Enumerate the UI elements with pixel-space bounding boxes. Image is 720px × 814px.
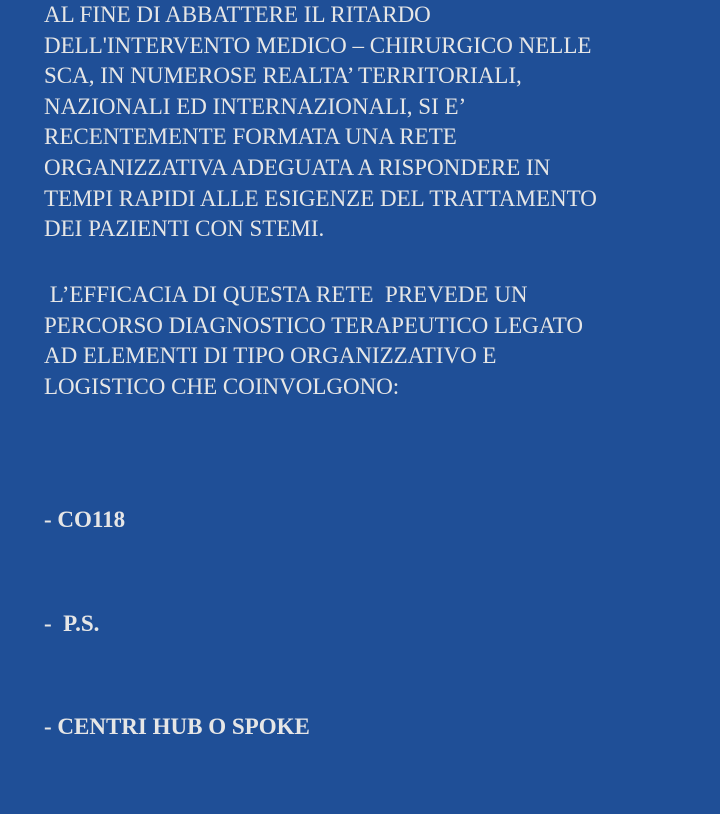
intro-line: DELL'INTERVENTO MEDICO – CHIRURGICO NELLE bbox=[44, 32, 592, 58]
intro-line: DEI PAZIENTI CON STEMI. bbox=[44, 216, 325, 242]
intro-line: TEMPI RAPIDI ALLE ESIGENZE DEL TRATTAMENTO bbox=[44, 185, 597, 211]
efficacy-line: PERCORSO DIAGNOSTICO TERAPEUTICO LEGATO bbox=[44, 312, 584, 338]
network-elements-list bbox=[44, 434, 310, 814]
efficacy-line: AD ELEMENTI DI TIPO ORGANIZZATIVO E bbox=[44, 343, 497, 369]
intro-line: NAZIONALI ED INTERNAZIONALI, SI E’ bbox=[44, 93, 467, 119]
intro-line: SCA, IN NUMEROSE REALTA’ TERRITORIALI, bbox=[44, 63, 522, 89]
efficacy-line: LOGISTICO CHE COINVOLGONO: bbox=[44, 373, 400, 399]
intro-line: ORGANIZZATIVA ADEGUATA A RISPONDERE IN bbox=[44, 154, 551, 180]
list-item: - CO118 bbox=[44, 507, 126, 532]
list-item: - P.S. bbox=[44, 610, 100, 636]
efficacy-line: L’EFFICACIA DI QUESTA RETE PREVEDE UN bbox=[44, 282, 528, 307]
intro-paragraph bbox=[44, 0, 597, 245]
intro-line: RECENTEMENTE FORMATA UNA RETE bbox=[44, 124, 457, 150]
intro-line: AL FINE DI ABBATTERE IL RITARDO bbox=[44, 2, 431, 27]
efficacy-paragraph bbox=[44, 280, 583, 402]
list-item: - CENTRI HUB O SPOKE bbox=[44, 714, 310, 739]
slide bbox=[44, 0, 714, 739]
